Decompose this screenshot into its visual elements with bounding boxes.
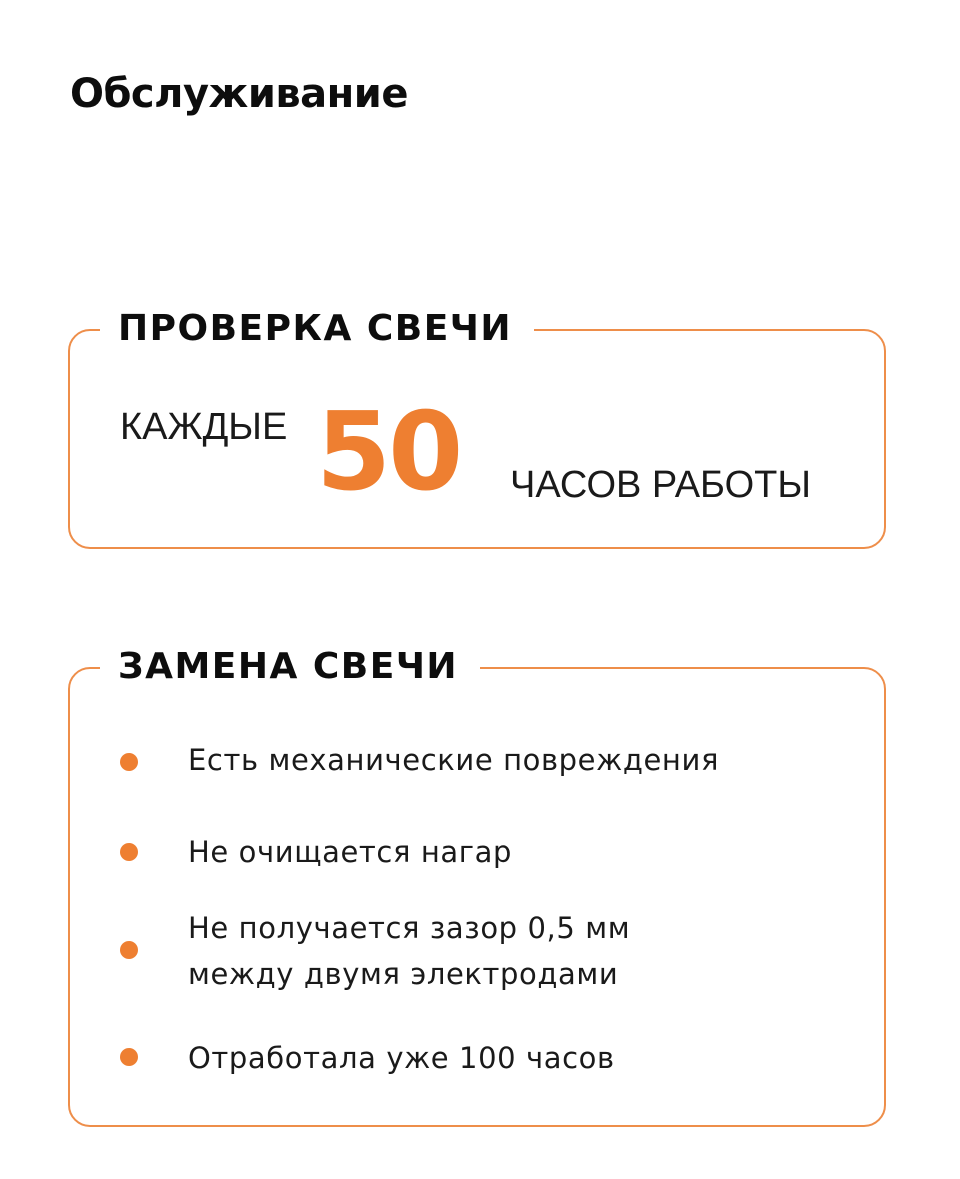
spark-plug-check-panel xyxy=(68,308,886,549)
reason-text-line-1: Не получается зазор 0,5 мм xyxy=(188,911,631,945)
bullet-dot-icon xyxy=(120,941,138,959)
interval-suffix-label: ЧАСОВ РАБОТЫ xyxy=(510,464,811,506)
bullet-dot-icon xyxy=(120,1048,138,1066)
reason-text: Отработала уже 100 часов xyxy=(188,1041,615,1075)
replace-section-heading: ЗАМЕНА СВЕЧИ xyxy=(100,635,480,699)
reason-text-line-2: между двумя электродами xyxy=(188,957,619,991)
spark-plug-replace-panel xyxy=(68,646,886,1127)
bullet-dot-icon xyxy=(120,843,138,861)
check-section-heading: ПРОВЕРКА СВЕЧИ xyxy=(100,297,534,361)
interval-prefix-label: КАЖДЫЕ xyxy=(120,406,288,448)
page-title: Обслуживание xyxy=(70,71,408,117)
reason-text: Есть механические повреждения xyxy=(188,743,719,777)
reason-text: Не очищается нагар xyxy=(188,835,512,869)
bullet-dot-icon xyxy=(120,753,138,771)
interval-hours-number: 50 xyxy=(316,390,461,515)
